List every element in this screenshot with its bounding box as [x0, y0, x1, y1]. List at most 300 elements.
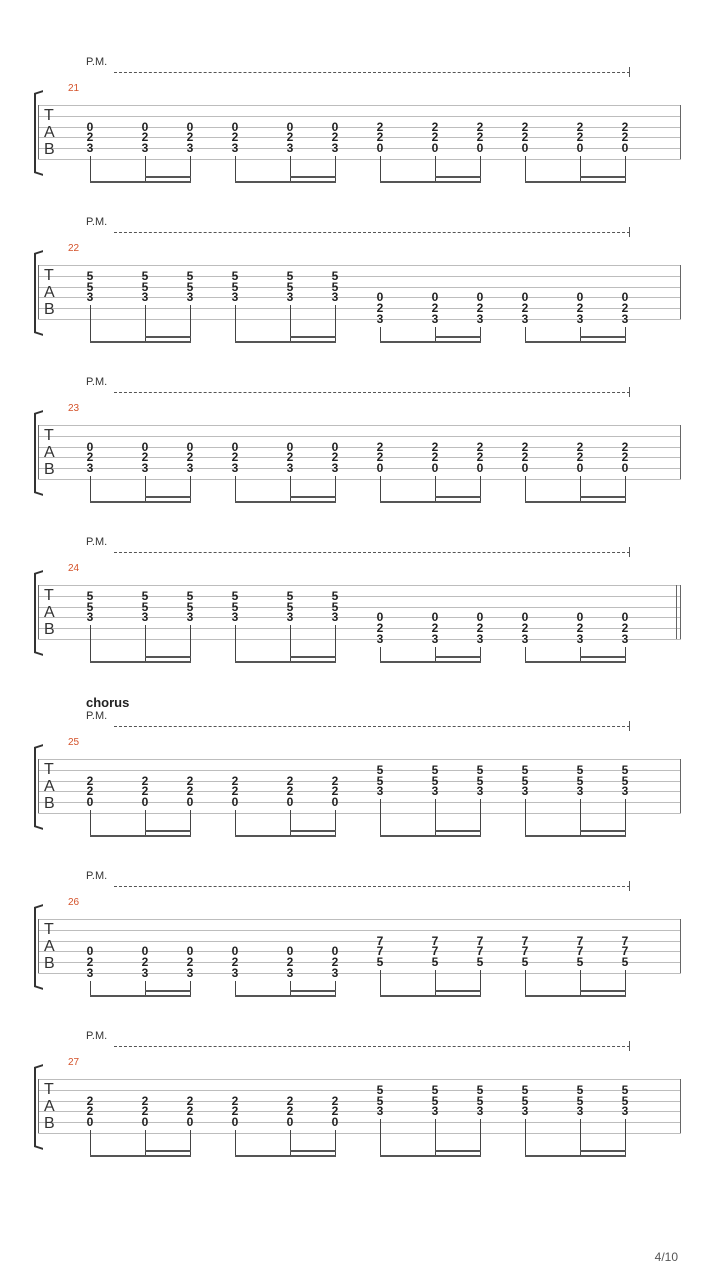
barline-start: [38, 585, 39, 639]
note-stem: [525, 156, 526, 183]
fret-number: 2: [476, 621, 484, 636]
fret-number: 2: [521, 621, 529, 636]
fret-number: 5: [331, 268, 339, 283]
fret-number: 0: [376, 290, 384, 305]
palm-mute-end: [629, 387, 630, 397]
fret-number: 0: [186, 1115, 194, 1130]
fret-number: 0: [476, 141, 484, 156]
note-stem: [335, 1130, 336, 1157]
beam-main: [525, 501, 626, 503]
tab-clef-letter: B: [44, 301, 55, 318]
fret-number: 3: [331, 141, 339, 156]
barline-end: [680, 265, 681, 319]
fret-number: 2: [431, 439, 439, 454]
fret-number: 5: [186, 588, 194, 603]
fret-number: 2: [286, 1093, 294, 1108]
note-stem: [380, 476, 381, 503]
fret-number: 2: [286, 1104, 294, 1119]
fret-number: 2: [141, 773, 149, 788]
fret-number: 2: [431, 450, 439, 465]
fret-number: 2: [286, 450, 294, 465]
fret-number: 0: [576, 610, 584, 625]
fret-number: 2: [431, 119, 439, 134]
fret-number: 2: [231, 773, 239, 788]
fret-number: 3: [141, 610, 149, 625]
staff-line: [38, 585, 681, 586]
fret-number: 3: [521, 632, 529, 646]
note-stem: [290, 810, 291, 837]
fret-number: 2: [186, 1093, 194, 1108]
fret-number: 3: [141, 966, 149, 980]
fret-number: 5: [376, 762, 384, 777]
fret-number: 3: [231, 966, 239, 980]
note-stem: [380, 1119, 381, 1157]
measure-number: 23: [68, 403, 80, 414]
tab-clef-letter: T: [44, 427, 54, 444]
palm-mute-label: P.M.: [86, 376, 108, 388]
fret-number: 3: [141, 461, 149, 476]
barline-end: [680, 1079, 681, 1133]
fret-number: 5: [521, 955, 529, 970]
fret-number: 0: [621, 141, 629, 156]
note-stem: [90, 1130, 91, 1157]
note-stem: [290, 156, 291, 183]
beam-secondary: [435, 830, 481, 832]
palm-mute-line: [114, 886, 630, 887]
note-stem: [145, 1130, 146, 1157]
fret-number: 3: [576, 632, 584, 646]
fret-number: 5: [141, 268, 149, 283]
beam-secondary: [145, 1150, 191, 1152]
fret-number: 2: [376, 119, 384, 134]
fret-number: 7: [621, 944, 629, 959]
fret-number: 3: [431, 1104, 439, 1119]
fret-number: 3: [576, 784, 584, 799]
beam-main: [90, 181, 191, 183]
palm-mute-line: [114, 726, 630, 727]
fret-number: 0: [521, 141, 529, 156]
note-stem: [625, 970, 626, 997]
fret-number: 2: [231, 784, 239, 799]
fret-number: 5: [141, 279, 149, 294]
fret-number: 2: [331, 955, 339, 970]
fret-number: 2: [576, 450, 584, 465]
fret-number: 0: [331, 119, 339, 134]
barline-start: [38, 105, 39, 159]
fret-number: 0: [141, 795, 149, 810]
beam-secondary: [580, 176, 626, 178]
note-stem: [335, 810, 336, 837]
fret-number: 0: [231, 439, 239, 454]
fret-number: 0: [86, 119, 94, 134]
fret-number: 3: [621, 784, 629, 799]
beam-secondary: [435, 990, 481, 992]
fret-number: 3: [576, 1104, 584, 1119]
fret-number: 5: [86, 599, 94, 614]
beam-main: [380, 341, 481, 343]
beam-secondary: [435, 496, 481, 498]
palm-mute-line: [114, 72, 630, 73]
note-stem: [580, 156, 581, 183]
beam-main: [235, 995, 336, 997]
fret-number: 5: [431, 1082, 439, 1097]
fret-number: 2: [621, 119, 629, 134]
tab-clef-letter: T: [44, 107, 54, 124]
fret-number: 2: [231, 955, 239, 970]
fret-number: 5: [286, 268, 294, 283]
fret-number: 5: [376, 955, 384, 970]
fret-number: 0: [476, 610, 484, 625]
fret-number: 2: [521, 439, 529, 454]
fret-number: 2: [331, 1093, 339, 1108]
fret-number: 2: [621, 621, 629, 636]
fret-number: 2: [476, 450, 484, 465]
fret-number: 5: [621, 773, 629, 788]
staff-line: [38, 436, 681, 437]
fret-number: 0: [186, 119, 194, 134]
beam-main: [525, 1155, 626, 1157]
tab-clef-letter: A: [44, 604, 55, 621]
fret-number: 3: [521, 312, 529, 326]
fret-number: 5: [141, 588, 149, 603]
fret-number: 5: [576, 1082, 584, 1097]
fret-number: 0: [286, 795, 294, 810]
beam-secondary: [580, 830, 626, 832]
fret-number: 5: [521, 773, 529, 788]
fret-number: 3: [231, 141, 239, 156]
fret-number: 2: [476, 130, 484, 145]
beam-main: [235, 181, 336, 183]
beam-main: [525, 995, 626, 997]
note-stem: [235, 305, 236, 343]
beam-main: [525, 341, 626, 343]
fret-number: 3: [86, 290, 94, 305]
fret-number: 3: [331, 461, 339, 476]
fret-number: 5: [431, 762, 439, 777]
beam-main: [90, 501, 191, 503]
fret-number: 2: [231, 130, 239, 145]
fret-number: 3: [186, 610, 194, 625]
measure-number: 21: [68, 83, 80, 94]
beam-main: [380, 661, 481, 663]
fret-number: 0: [521, 290, 529, 305]
fret-number: 5: [186, 279, 194, 294]
palm-mute-label: P.M.: [86, 56, 108, 68]
fret-number: 5: [376, 1093, 384, 1108]
note-stem: [435, 476, 436, 503]
staff-line: [38, 479, 681, 480]
fret-number: 5: [231, 279, 239, 294]
fret-number: 5: [576, 762, 584, 777]
note-stem: [335, 476, 336, 503]
fret-number: 5: [621, 1082, 629, 1097]
tab-clef-letter: B: [44, 141, 55, 158]
staff-line: [38, 159, 681, 160]
tab-clef-letter: B: [44, 955, 55, 972]
fret-number: 2: [186, 955, 194, 970]
fret-number: 0: [576, 290, 584, 305]
fret-number: 5: [331, 599, 339, 614]
staff-line: [38, 265, 681, 266]
staff-line: [38, 105, 681, 106]
palm-mute-label: P.M.: [86, 536, 108, 548]
beam-main: [235, 501, 336, 503]
fret-number: 5: [621, 762, 629, 777]
staff-line: [38, 1133, 681, 1134]
fret-number: 2: [576, 119, 584, 134]
tab-clef-letter: A: [44, 124, 55, 141]
fret-number: 2: [86, 450, 94, 465]
beam-secondary: [580, 990, 626, 992]
fret-number: 2: [521, 450, 529, 465]
beam-secondary: [290, 830, 336, 832]
fret-number: 5: [331, 279, 339, 294]
tab-clef-letter: A: [44, 778, 55, 795]
double-barline: [676, 585, 677, 639]
note-stem: [90, 810, 91, 837]
fret-number: 0: [621, 290, 629, 305]
fret-number: 2: [331, 130, 339, 145]
fret-number: 5: [431, 1093, 439, 1108]
beam-main: [380, 995, 481, 997]
note-stem: [235, 156, 236, 183]
fret-number: 5: [286, 279, 294, 294]
barline-start: [38, 425, 39, 479]
beam-main: [525, 661, 626, 663]
fret-number: 2: [521, 130, 529, 145]
palm-mute-end: [629, 227, 630, 237]
note-stem: [580, 970, 581, 997]
fret-number: 2: [231, 1104, 239, 1119]
beam-secondary: [435, 656, 481, 658]
fret-number: 3: [231, 461, 239, 476]
fret-number: 2: [141, 1093, 149, 1108]
fret-number: 2: [331, 784, 339, 799]
beam-secondary: [580, 1150, 626, 1152]
beam-secondary: [580, 336, 626, 338]
tab-clef-letter: B: [44, 461, 55, 478]
palm-mute-label: P.M.: [86, 216, 108, 228]
measure-number: 24: [68, 563, 80, 574]
tab-clef-letter: A: [44, 1098, 55, 1115]
fret-number: 0: [476, 290, 484, 305]
note-stem: [145, 476, 146, 503]
fret-number: 0: [286, 1115, 294, 1130]
fret-number: 2: [476, 439, 484, 454]
fret-number: 3: [621, 632, 629, 646]
fret-number: 2: [431, 130, 439, 145]
fret-number: 5: [576, 773, 584, 788]
palm-mute-line: [114, 1046, 630, 1047]
fret-number: 0: [331, 1115, 339, 1130]
fret-number: 0: [86, 944, 94, 959]
note-stem: [145, 810, 146, 837]
barline-end: [680, 425, 681, 479]
palm-mute-end: [629, 67, 630, 77]
fret-number: 2: [86, 784, 94, 799]
fret-number: 2: [376, 450, 384, 465]
fret-number: 0: [286, 439, 294, 454]
staff-line: [38, 973, 681, 974]
beam-secondary: [435, 336, 481, 338]
fret-number: 5: [231, 588, 239, 603]
beam-main: [380, 181, 481, 183]
fret-number: 5: [86, 279, 94, 294]
fret-number: 2: [331, 450, 339, 465]
beam-secondary: [145, 830, 191, 832]
fret-number: 0: [376, 461, 384, 476]
fret-number: 0: [231, 119, 239, 134]
beam-main: [525, 835, 626, 837]
fret-number: 0: [431, 461, 439, 476]
fret-number: 3: [231, 610, 239, 625]
fret-number: 5: [286, 588, 294, 603]
fret-number: 3: [576, 312, 584, 326]
beam-main: [90, 661, 191, 663]
fret-number: 5: [186, 599, 194, 614]
barline-end: [680, 919, 681, 973]
fret-number: 0: [186, 439, 194, 454]
fret-number: 2: [621, 301, 629, 316]
palm-mute-end: [629, 547, 630, 557]
fret-number: 2: [86, 955, 94, 970]
fret-number: 3: [431, 784, 439, 799]
fret-number: 7: [376, 944, 384, 959]
fret-number: 2: [376, 130, 384, 145]
fret-number: 0: [621, 610, 629, 625]
fret-number: 7: [521, 944, 529, 959]
palm-mute-label: P.M.: [86, 1030, 108, 1042]
fret-number: 5: [431, 773, 439, 788]
note-stem: [235, 625, 236, 663]
fret-number: 7: [376, 933, 384, 948]
beam-secondary: [145, 496, 191, 498]
fret-number: 2: [621, 130, 629, 145]
fret-number: 3: [331, 966, 339, 980]
fret-number: 2: [141, 784, 149, 799]
barline-end: [680, 105, 681, 159]
fret-number: 0: [186, 944, 194, 959]
fret-number: 3: [476, 1104, 484, 1119]
fret-number: 3: [376, 632, 384, 646]
fret-number: 2: [476, 301, 484, 316]
staff-line: [38, 607, 681, 608]
beam-secondary: [580, 656, 626, 658]
fret-number: 7: [431, 944, 439, 959]
beam-secondary: [435, 1150, 481, 1152]
fret-number: 3: [86, 461, 94, 476]
note-stem: [380, 970, 381, 997]
note-stem: [190, 156, 191, 183]
fret-number: 2: [231, 450, 239, 465]
fret-number: 5: [86, 268, 94, 283]
beam-secondary: [145, 176, 191, 178]
fret-number: 0: [476, 461, 484, 476]
beam-secondary: [435, 176, 481, 178]
fret-number: 3: [186, 461, 194, 476]
fret-number: 2: [186, 130, 194, 145]
tab-clef-letter: T: [44, 1081, 54, 1098]
fret-number: 2: [231, 1093, 239, 1108]
fret-number: 3: [621, 1104, 629, 1119]
fret-number: 3: [186, 966, 194, 980]
fret-number: 5: [376, 1082, 384, 1097]
fret-number: 3: [231, 290, 239, 305]
fret-number: 0: [576, 141, 584, 156]
fret-number: 7: [576, 944, 584, 959]
note-stem: [580, 476, 581, 503]
note-stem: [435, 156, 436, 183]
fret-number: 2: [576, 301, 584, 316]
fret-number: 5: [331, 588, 339, 603]
fret-number: 3: [286, 141, 294, 156]
barline-start: [38, 1079, 39, 1133]
fret-number: 5: [376, 773, 384, 788]
fret-number: 2: [431, 301, 439, 316]
fret-number: 2: [286, 784, 294, 799]
beam-secondary: [290, 336, 336, 338]
beam-secondary: [290, 1150, 336, 1152]
fret-number: 2: [141, 450, 149, 465]
note-stem: [235, 1130, 236, 1157]
fret-number: 5: [521, 1093, 529, 1108]
fret-number: 3: [331, 290, 339, 305]
fret-number: 0: [86, 1115, 94, 1130]
fret-number: 2: [86, 773, 94, 788]
fret-number: 0: [141, 944, 149, 959]
tab-clef-letter: T: [44, 761, 54, 778]
fret-number: 3: [376, 1104, 384, 1119]
fret-number: 0: [231, 944, 239, 959]
fret-number: 0: [141, 119, 149, 134]
fret-number: 5: [576, 955, 584, 970]
fret-number: 0: [331, 439, 339, 454]
note-stem: [190, 476, 191, 503]
beam-main: [235, 661, 336, 663]
fret-number: 5: [476, 1093, 484, 1108]
fret-number: 3: [286, 966, 294, 980]
barline-end: [680, 759, 681, 813]
note-stem: [335, 156, 336, 183]
fret-number: 2: [576, 621, 584, 636]
palm-mute-line: [114, 392, 630, 393]
fret-number: 2: [431, 621, 439, 636]
fret-number: 2: [186, 784, 194, 799]
fret-number: 5: [286, 599, 294, 614]
note-stem: [525, 799, 526, 837]
fret-number: 3: [376, 784, 384, 799]
fret-number: 0: [86, 795, 94, 810]
fret-number: 0: [231, 1115, 239, 1130]
beam-main: [525, 181, 626, 183]
note-stem: [625, 156, 626, 183]
barline-start: [38, 919, 39, 973]
beam-main: [380, 1155, 481, 1157]
fret-number: 3: [286, 461, 294, 476]
fret-number: 2: [331, 773, 339, 788]
fret-number: 5: [231, 268, 239, 283]
fret-number: 5: [521, 1082, 529, 1097]
fret-number: 3: [476, 784, 484, 799]
fret-number: 0: [286, 119, 294, 134]
staff-line: [38, 1079, 681, 1080]
fret-number: 0: [376, 610, 384, 625]
beam-main: [235, 341, 336, 343]
fret-number: 2: [86, 1093, 94, 1108]
fret-number: 3: [376, 312, 384, 326]
staff-line: [38, 759, 681, 760]
barline-end: [680, 585, 681, 639]
